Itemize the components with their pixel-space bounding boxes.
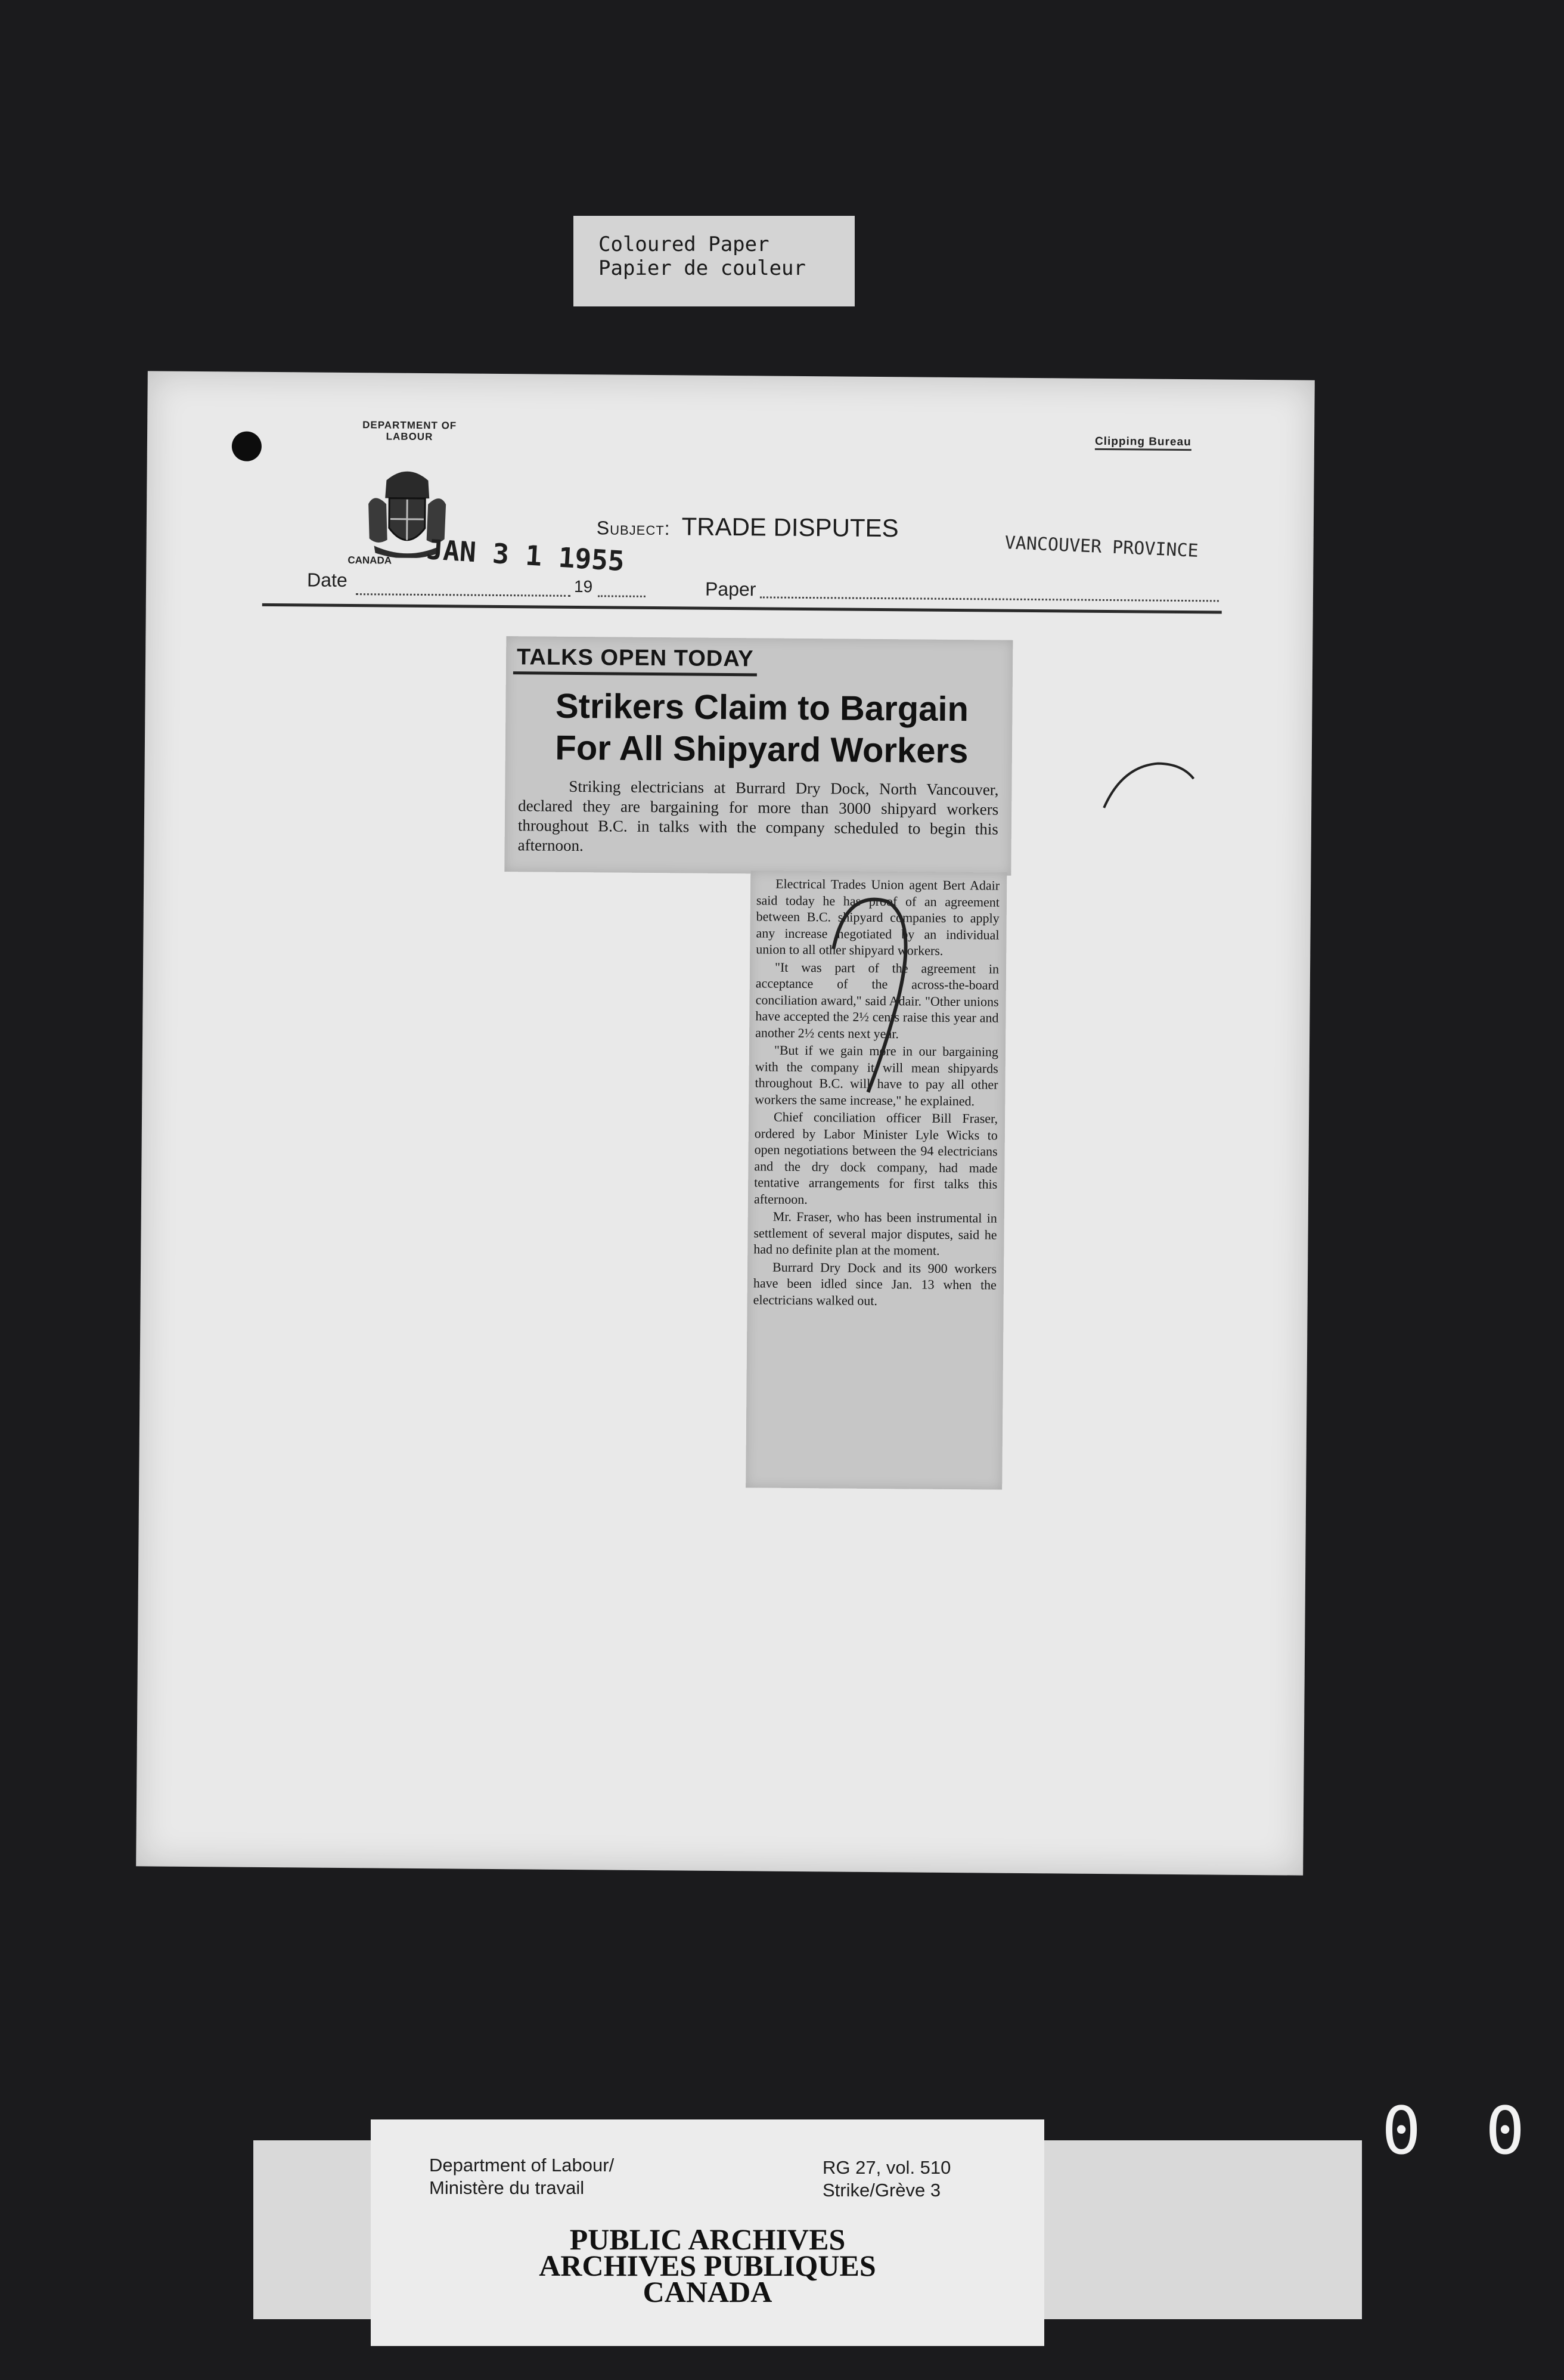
paper-dotted-line xyxy=(760,578,1219,602)
archive-label xyxy=(371,2119,1044,2346)
clipping-column xyxy=(746,870,1007,1489)
headline-line1: Strikers Claim to Bargain xyxy=(555,686,969,729)
archive-ref-volume: RG 27, vol. 510 xyxy=(823,2157,951,2178)
year-dotted-line xyxy=(598,577,646,597)
frame-number: 0 xyxy=(1382,2093,1422,2169)
archive-title-en: PUBLIC ARCHIVES xyxy=(569,2223,846,2256)
clipping-lede: Striking electricians at Burrard Dry Dock, North Vancouver, declared they are bargaining for more than 3000 shipyard workers throughout B.C. in talks with the company scheduled to begin this afternoon. xyxy=(517,777,999,855)
handwritten-mark xyxy=(796,877,929,1117)
archive-title-canada: CANADA xyxy=(643,2275,772,2308)
clipping-headline xyxy=(523,685,1001,772)
clipping-kicker: TALKS OPEN TODAY xyxy=(513,644,758,676)
pencil-mark xyxy=(1098,754,1206,814)
date-label: Date xyxy=(306,569,347,591)
archive-dept-en: Department of Labour/ xyxy=(429,2155,615,2176)
subject-label: Subject: xyxy=(596,517,671,540)
frame-number: 0 xyxy=(1485,2093,1525,2169)
archive-ref-strike: Strike/Grève 3 xyxy=(823,2180,941,2201)
paragraph: Mr. Fraser, who has been instrumental in settlement of several major disputes, said he had no definite plan at the moment. xyxy=(753,1208,997,1258)
paper-label: Paper xyxy=(705,578,756,600)
coloured-paper-tag xyxy=(573,216,855,306)
date-stamp: JAN 3 1 1955 xyxy=(426,533,626,578)
clipping-form-sheet xyxy=(136,371,1315,1875)
year-prefix: 19 xyxy=(573,577,593,596)
paragraph: "It was part of the agreement in acceptance of the across-the-board conciliation award," said Adair. "Other unions have accepted the 2½ cents raise this year and another 2½ cents next year. xyxy=(755,959,1000,1041)
punch-hole xyxy=(232,431,262,461)
dept-label-line1: DEPARTMENT OF xyxy=(362,419,457,432)
archive-dept-fr: Ministère du travail xyxy=(429,2177,585,2198)
paragraph: Electrical Trades Union agent Bert Adair said today he has proof of an agreement between B.C. shipyard companies to apply any increase negotiated by an individual union to all other shipyard workers. xyxy=(756,876,1000,958)
subject-value: TRADE DISPUTES xyxy=(681,512,899,543)
paragraph: "But if we gain more in our bargaining with the company it will mean shipyards throughout B.C. will have to pay all other workers the same increase," he explained. xyxy=(755,1042,999,1108)
form-rule xyxy=(262,603,1222,614)
paper-stamp: VANCOUVER PROVINCE xyxy=(1004,532,1199,562)
coloured-paper-en: Coloured Paper xyxy=(598,233,769,256)
canada-label: CANADA xyxy=(347,554,392,566)
dept-label-line2: LABOUR xyxy=(386,430,433,443)
paragraph: Burrard Dry Dock and its 900 workers have been idled since Jan. 13 when the electricians walked out. xyxy=(753,1259,997,1308)
clipping-bureau-label: Clipping Bureau xyxy=(1095,435,1191,451)
headline-line2: For All Shipyard Workers xyxy=(555,728,969,771)
subject-line xyxy=(597,512,899,543)
paragraph: Chief conciliation officer Bill Fraser, ordered by Labor Minister Lyle Wicks to open negotiations between the 94 electricians and the dry dock company, had made tentative arrangements for first talks this afternoon. xyxy=(753,1109,998,1207)
date-dotted-line xyxy=(356,575,570,597)
archive-title-fr: ARCHIVES PUBLIQUES xyxy=(539,2249,876,2282)
clipping-header-block xyxy=(504,636,1013,876)
coloured-paper-fr: Papier de couleur xyxy=(598,256,806,280)
